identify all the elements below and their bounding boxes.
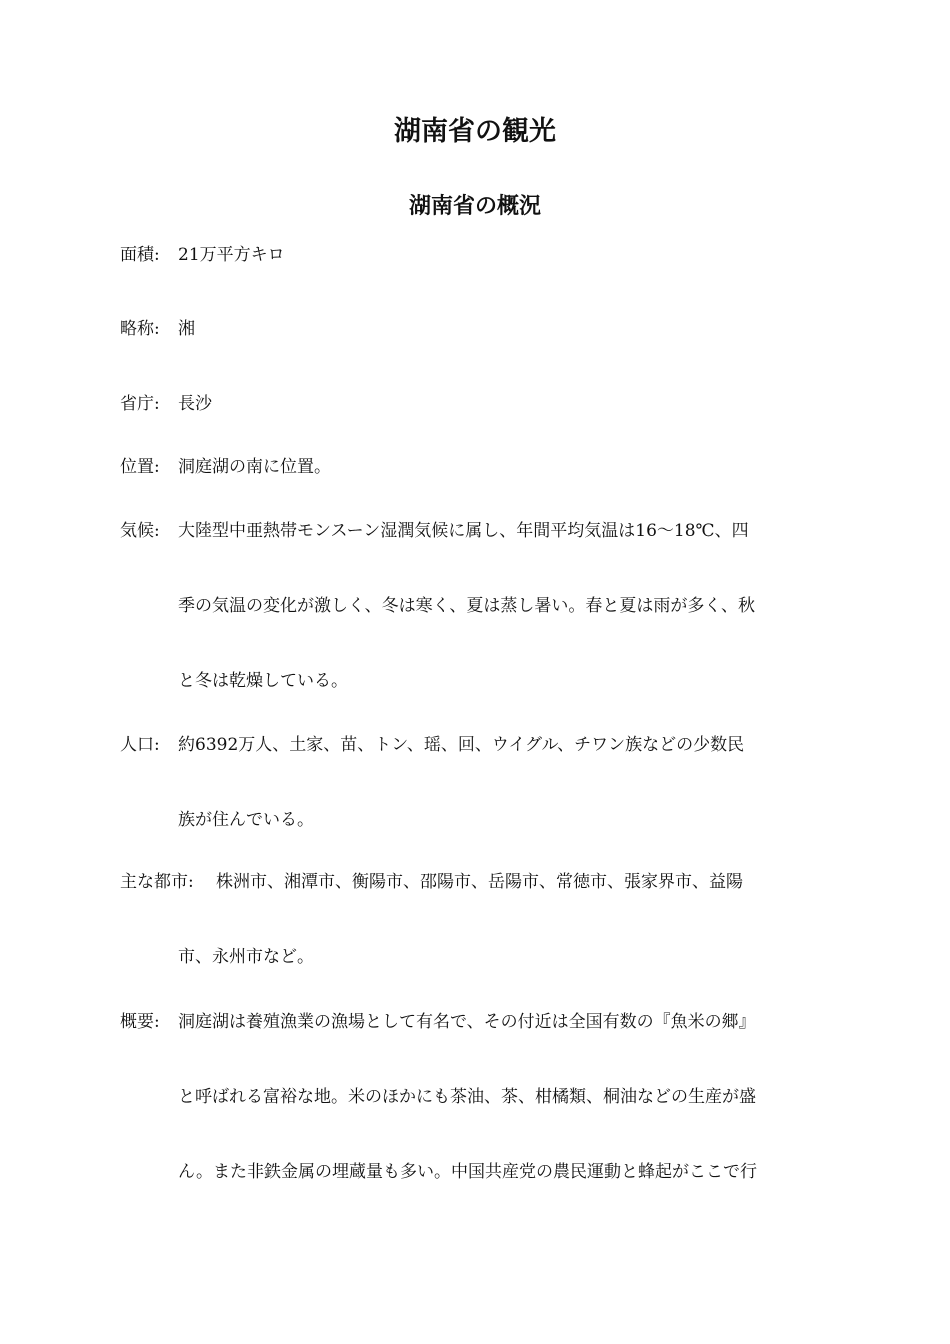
entry-major-cities xyxy=(120,845,832,995)
entry-value xyxy=(120,292,832,367)
entry-value xyxy=(120,218,832,293)
entry-line: 約6392万人、土家、苗、トン、瑶、回、ウイグル、チワン族などの少数民 xyxy=(178,735,745,755)
entry-population xyxy=(120,708,832,858)
entry-label: 位置: xyxy=(120,457,160,477)
entry-label: 面積: xyxy=(120,245,160,265)
entry-value xyxy=(120,708,832,858)
entry-line: と呼ばれる富裕な地。米のほかにも茶油、茶、柑橘類、桐油などの生産が盛 xyxy=(178,1087,756,1107)
entry-overview xyxy=(120,985,832,1210)
entry-abbreviation xyxy=(120,292,832,367)
entry-area xyxy=(120,218,832,293)
entry-value xyxy=(120,985,832,1210)
entry-line: と冬は乾燥している。 xyxy=(178,671,348,691)
entry-line: 長沙 xyxy=(178,394,212,414)
document-title: 湖南省の観光 xyxy=(394,116,556,147)
entry-line: 洞庭湖の南に位置。 xyxy=(178,457,331,477)
entry-line: 大陸型中亜熱帯モンスーン湿潤気候に属し、年間平均気温は16〜18℃、四 xyxy=(178,521,749,541)
section-title: 湖南省の概況 xyxy=(408,193,541,219)
entry-line: 族が住んでいる。 xyxy=(178,810,314,830)
entry-value xyxy=(120,494,832,719)
entry-label: 気候: xyxy=(120,521,160,541)
entry-line: 季の気温の変化が激しく、冬は寒く、夏は蒸し暑い。春と夏は雨が多く、秋 xyxy=(178,596,755,616)
entry-line: 洞庭湖は養殖漁業の漁場として有名で、その付近は全国有数の『魚米の郷』 xyxy=(178,1012,756,1032)
entry-line: 21万平方キロ xyxy=(178,245,285,265)
entry-climate xyxy=(120,494,832,719)
entry-line: 湘 xyxy=(178,319,195,339)
entry-line: 市、永州市など。 xyxy=(178,947,314,967)
entry-label: 主な都市: xyxy=(120,872,194,892)
entry-value xyxy=(120,845,832,995)
entry-line: ん。また非鉄金属の埋蔵量も多い。中国共産党の農民運動と蜂起がここで行 xyxy=(178,1162,758,1182)
entry-label: 概要: xyxy=(120,1012,160,1032)
entry-label: 略称: xyxy=(120,319,160,339)
entry-label: 省庁: xyxy=(120,394,160,414)
entry-line: 株洲市、湘潭市、衡陽市、邵陽市、岳陽市、常徳市、張家界市、益陽 xyxy=(216,872,743,892)
entry-label: 人口: xyxy=(120,735,160,755)
